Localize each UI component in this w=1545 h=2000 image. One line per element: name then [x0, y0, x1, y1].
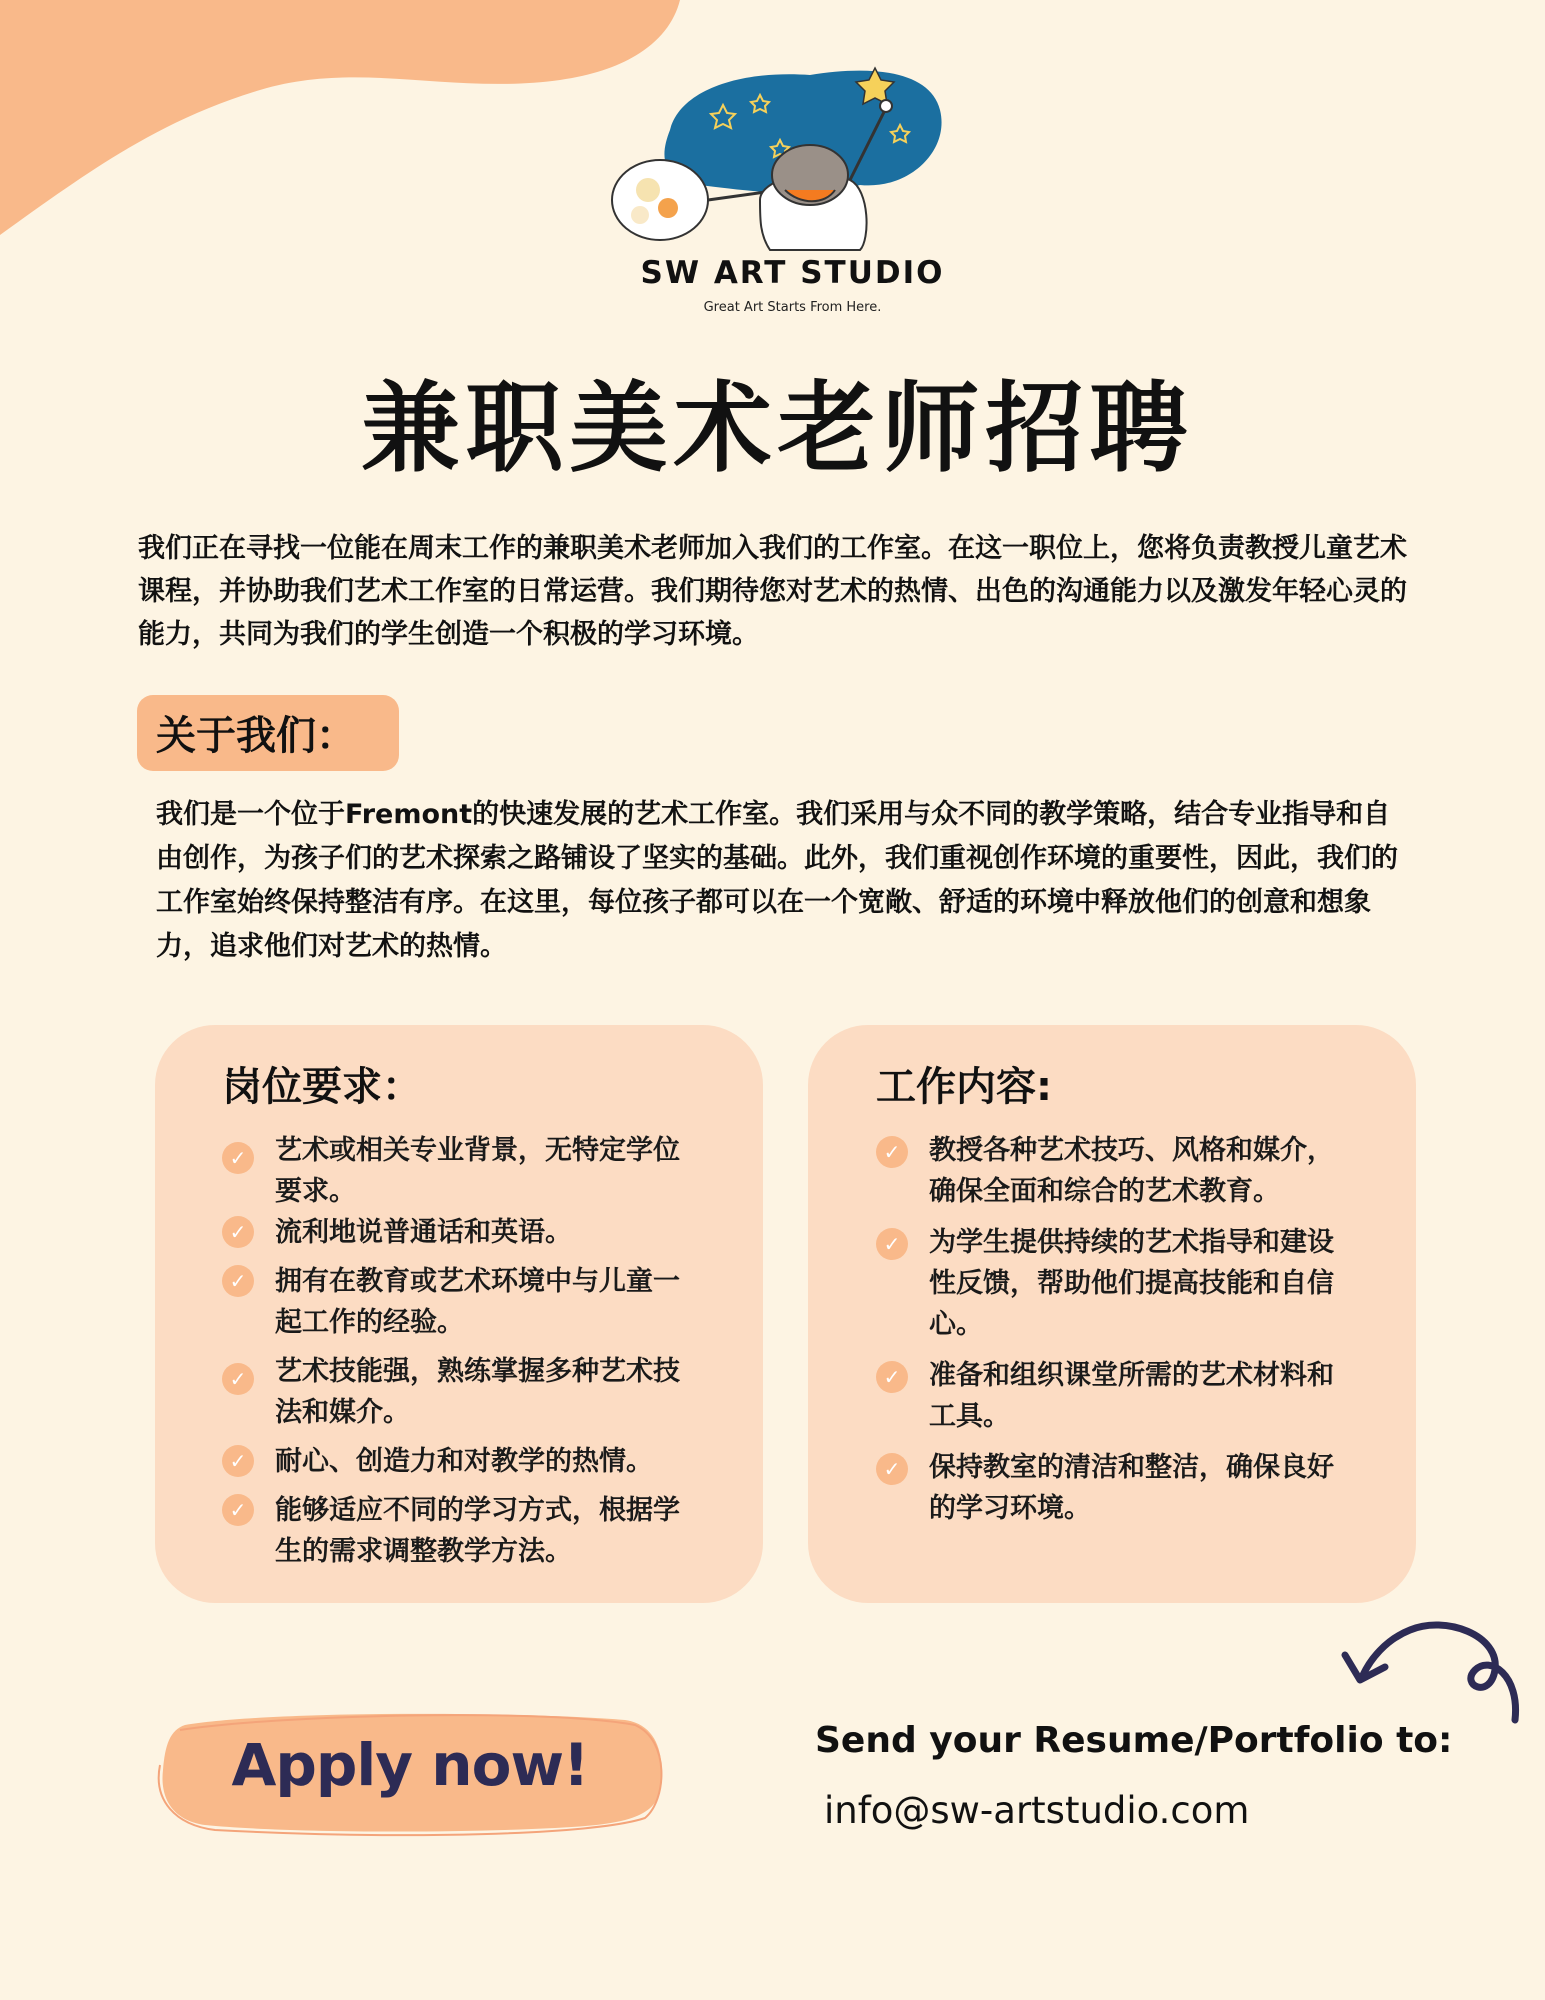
requirement-item: ✓ 艺术或相关专业背景，无特定学位要求。 — [222, 1130, 702, 1212]
requirement-item: ✓ 艺术技能强，熟练掌握多种艺术技法和媒介。 — [222, 1351, 702, 1433]
check-icon: ✓ — [876, 1228, 908, 1260]
duty-item: ✓ 保持教室的清洁和整洁，确保良好的学习环境。 — [876, 1447, 1356, 1529]
check-icon: ✓ — [222, 1363, 254, 1395]
check-icon: ✓ — [222, 1494, 254, 1526]
about-heading: 关于我们： — [156, 713, 356, 759]
check-icon: ✓ — [222, 1216, 254, 1248]
requirements-list — [222, 1130, 702, 1572]
intro-paragraph: 我们正在寻找一位能在周末工作的兼职美术老师加入我们的工作室。在这一职位上，您将负责教授儿童艺术课程，并协助我们艺术工作室的日常运营。我们期待您对艺术的热情、出色的沟通能力以及激发年轻心灵的能力，共同为我们的学生创造一个积极的学习环境。 — [138, 533, 1407, 650]
contact-email[interactable]: info@sw-artstudio.com — [824, 1789, 1250, 1832]
requirement-item: ✓ 流利地说普通话和英语。 — [222, 1212, 702, 1253]
brand-tagline: Great Art Starts From Here. — [703, 300, 882, 315]
studio-logo — [610, 40, 950, 270]
about-paragraph: 我们是一个位于Fremont的快速发展的艺术工作室。我们采用与众不同的教学策略，结合专业指导和自由创作，为孩子们的艺术探索之路铺设了坚实的基础。此外，我们重视创作环境的重要性，因此，我们的工作室始终保持整洁有序。在这里，每位孩子都可以在一个宽敞、舒适的环境中释放他们的创意和想象力，追求他们对艺术的热情。 — [156, 799, 1398, 962]
brand-name: SW ART STUDIO — [640, 255, 945, 291]
check-icon: ✓ — [876, 1136, 908, 1168]
duties-heading: 工作内容: — [876, 1064, 1052, 1110]
curved-arrow-icon — [1325, 1615, 1525, 1730]
page-title: 兼职美术老师招聘 — [361, 372, 1194, 486]
requirements-heading: 岗位要求： — [222, 1064, 422, 1110]
duty-item: ✓ 为学生提供持续的艺术指导和建设性反馈，帮助他们提高技能和自信心。 — [876, 1222, 1356, 1345]
requirement-item: ✓ 拥有在教育或艺术环境中与儿童一起工作的经验。 — [222, 1261, 702, 1343]
corner-blob — [0, 0, 700, 250]
requirement-item: ✓ 耐心、创造力和对教学的热情。 — [222, 1441, 702, 1482]
duty-item: ✓ 准备和组织课堂所需的艺术材料和工具。 — [876, 1355, 1356, 1437]
apply-button[interactable]: Apply now! — [231, 1731, 589, 1799]
check-icon: ✓ — [876, 1453, 908, 1485]
check-icon: ✓ — [222, 1142, 254, 1174]
check-icon: ✓ — [876, 1361, 908, 1393]
send-resume-label: Send your Resume/Portfolio to: — [815, 1720, 1453, 1761]
requirement-item: ✓ 能够适应不同的学习方式，根据学生的需求调整教学方法。 — [222, 1490, 702, 1572]
check-icon: ✓ — [222, 1445, 254, 1477]
duties-list — [876, 1130, 1356, 1529]
duty-item: ✓ 教授各种艺术技巧、风格和媒介，确保全面和综合的艺术教育。 — [876, 1130, 1356, 1212]
check-icon: ✓ — [222, 1265, 254, 1297]
